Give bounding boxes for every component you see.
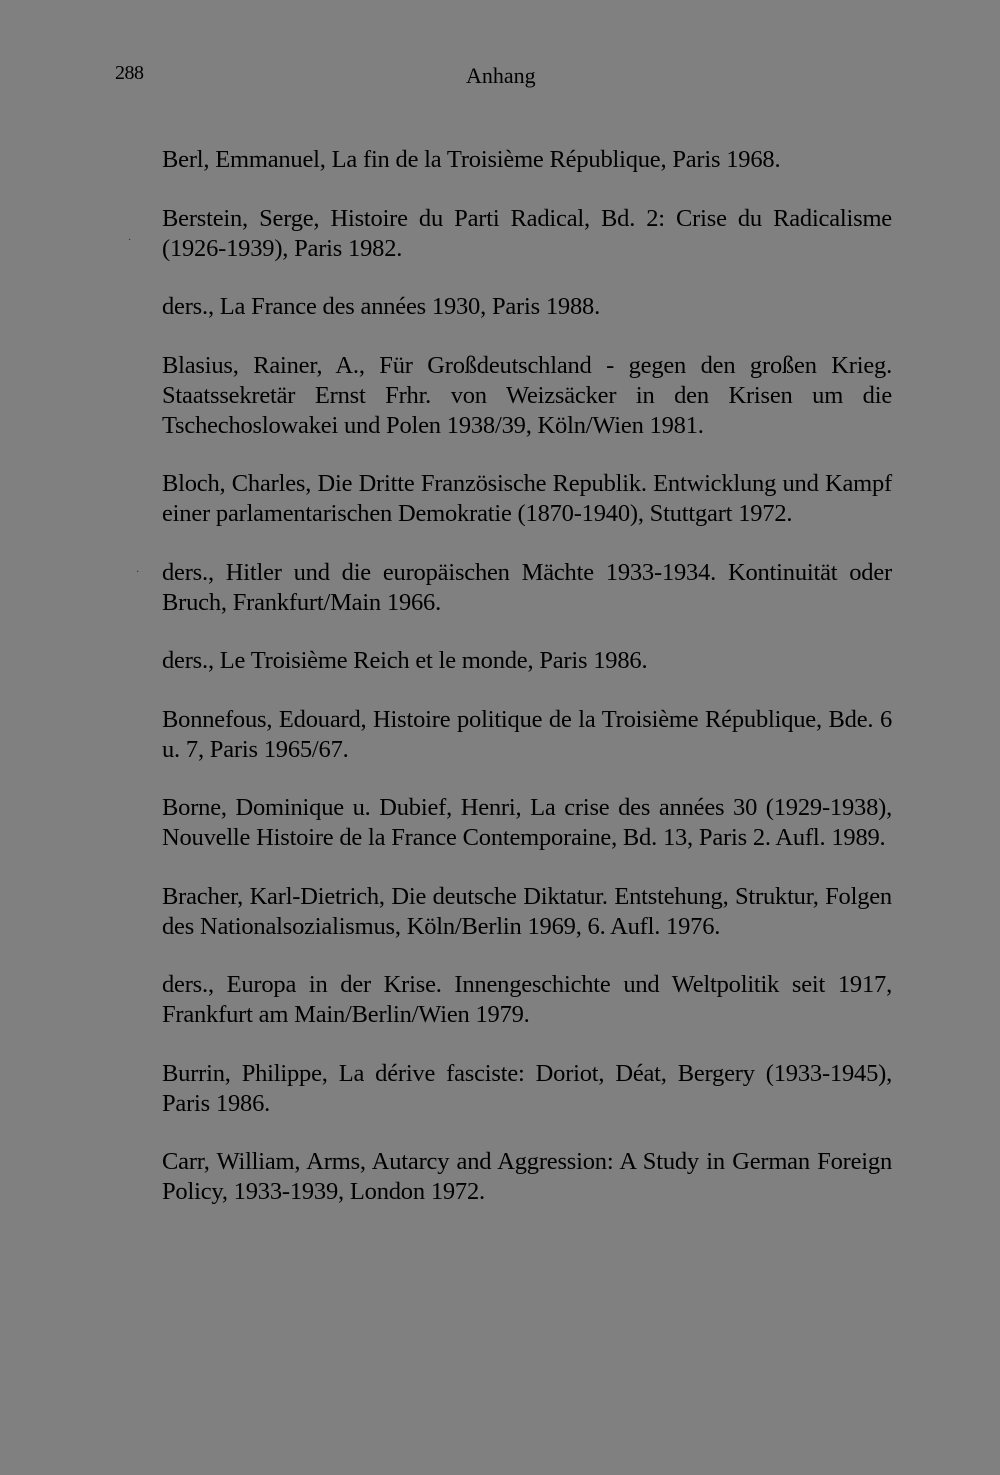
bibliography-entry: ders., Hitler und die europäischen Mächte 1933-1934. Kontinuität oder Bruch, Frankfurt/Main 1966. — [162, 558, 892, 616]
bibliography-entry: Blasius, Rainer, A., Für Großdeutschland - gegen den großen Krieg. Staatssekretär Ernst Frhr. von Weizsäcker in den Krisen um die Tschechoslowakei und Polen 1938/39, Köln/Wien 1981. — [162, 351, 892, 439]
page-header — [0, 62, 1000, 92]
bibliography-list — [162, 145, 892, 1207]
bibliography-entry: Berstein, Serge, Histoire du Parti Radical, Bd. 2: Crise du Radicalisme (1926-1939), Paris 1982. — [162, 204, 892, 262]
bibliography-entry: Bloch, Charles, Die Dritte Französische Republik. Entwicklung und Kampf einer parlamentarischen Demokratie (1870-1940), Stuttgart 1972. — [162, 470, 892, 527]
bibliography-entry: Bonnefous, Edouard, Histoire politique de la Troisième République, Bde. 6 u. 7, Paris 1965/67. — [162, 705, 892, 763]
bibliography-entry: Bracher, Karl-Dietrich, Die deutsche Diktatur. Entstehung, Struktur, Folgen des Nationalsozialismus, Köln/Berlin 1969, 6. Aufl. 1976. — [162, 882, 892, 940]
running-head: Anhang — [466, 63, 536, 88]
bibliography-entry: Burrin, Philippe, La dérive fasciste: Doriot, Déat, Bergery (1933-1945), Paris 1986. — [162, 1059, 892, 1117]
scan-speck: · — [136, 567, 140, 578]
bibliography-entry: Carr, William, Arms, Autarcy and Aggression: A Study in German Foreign Policy, 1933-1939, London 1972. — [162, 1148, 892, 1205]
bibliography-entry: ders., La France des années 1930, Paris 1988. — [162, 293, 601, 320]
bibliography-entry: Berl, Emmanuel, La fin de la Troisième République, Paris 1968. — [162, 146, 781, 173]
bibliography-entry: ders., Europa in der Krise. Innengeschichte und Weltpolitik seit 1917, Frankfurt am Main/Berlin/Wien 1979. — [162, 971, 892, 1028]
bibliography-entry: ders., Le Troisième Reich et le monde, Paris 1986. — [162, 647, 648, 674]
bibliography-entry: Borne, Dominique u. Dubief, Henri, La crise des années 30 (1929-1938), Nouvelle Histoire de la France Contemporaine, Bd. 13, Paris 2. Aufl. 1989. — [162, 794, 892, 851]
page-number: 288 — [115, 62, 144, 84]
scan-speck: · — [128, 235, 132, 246]
